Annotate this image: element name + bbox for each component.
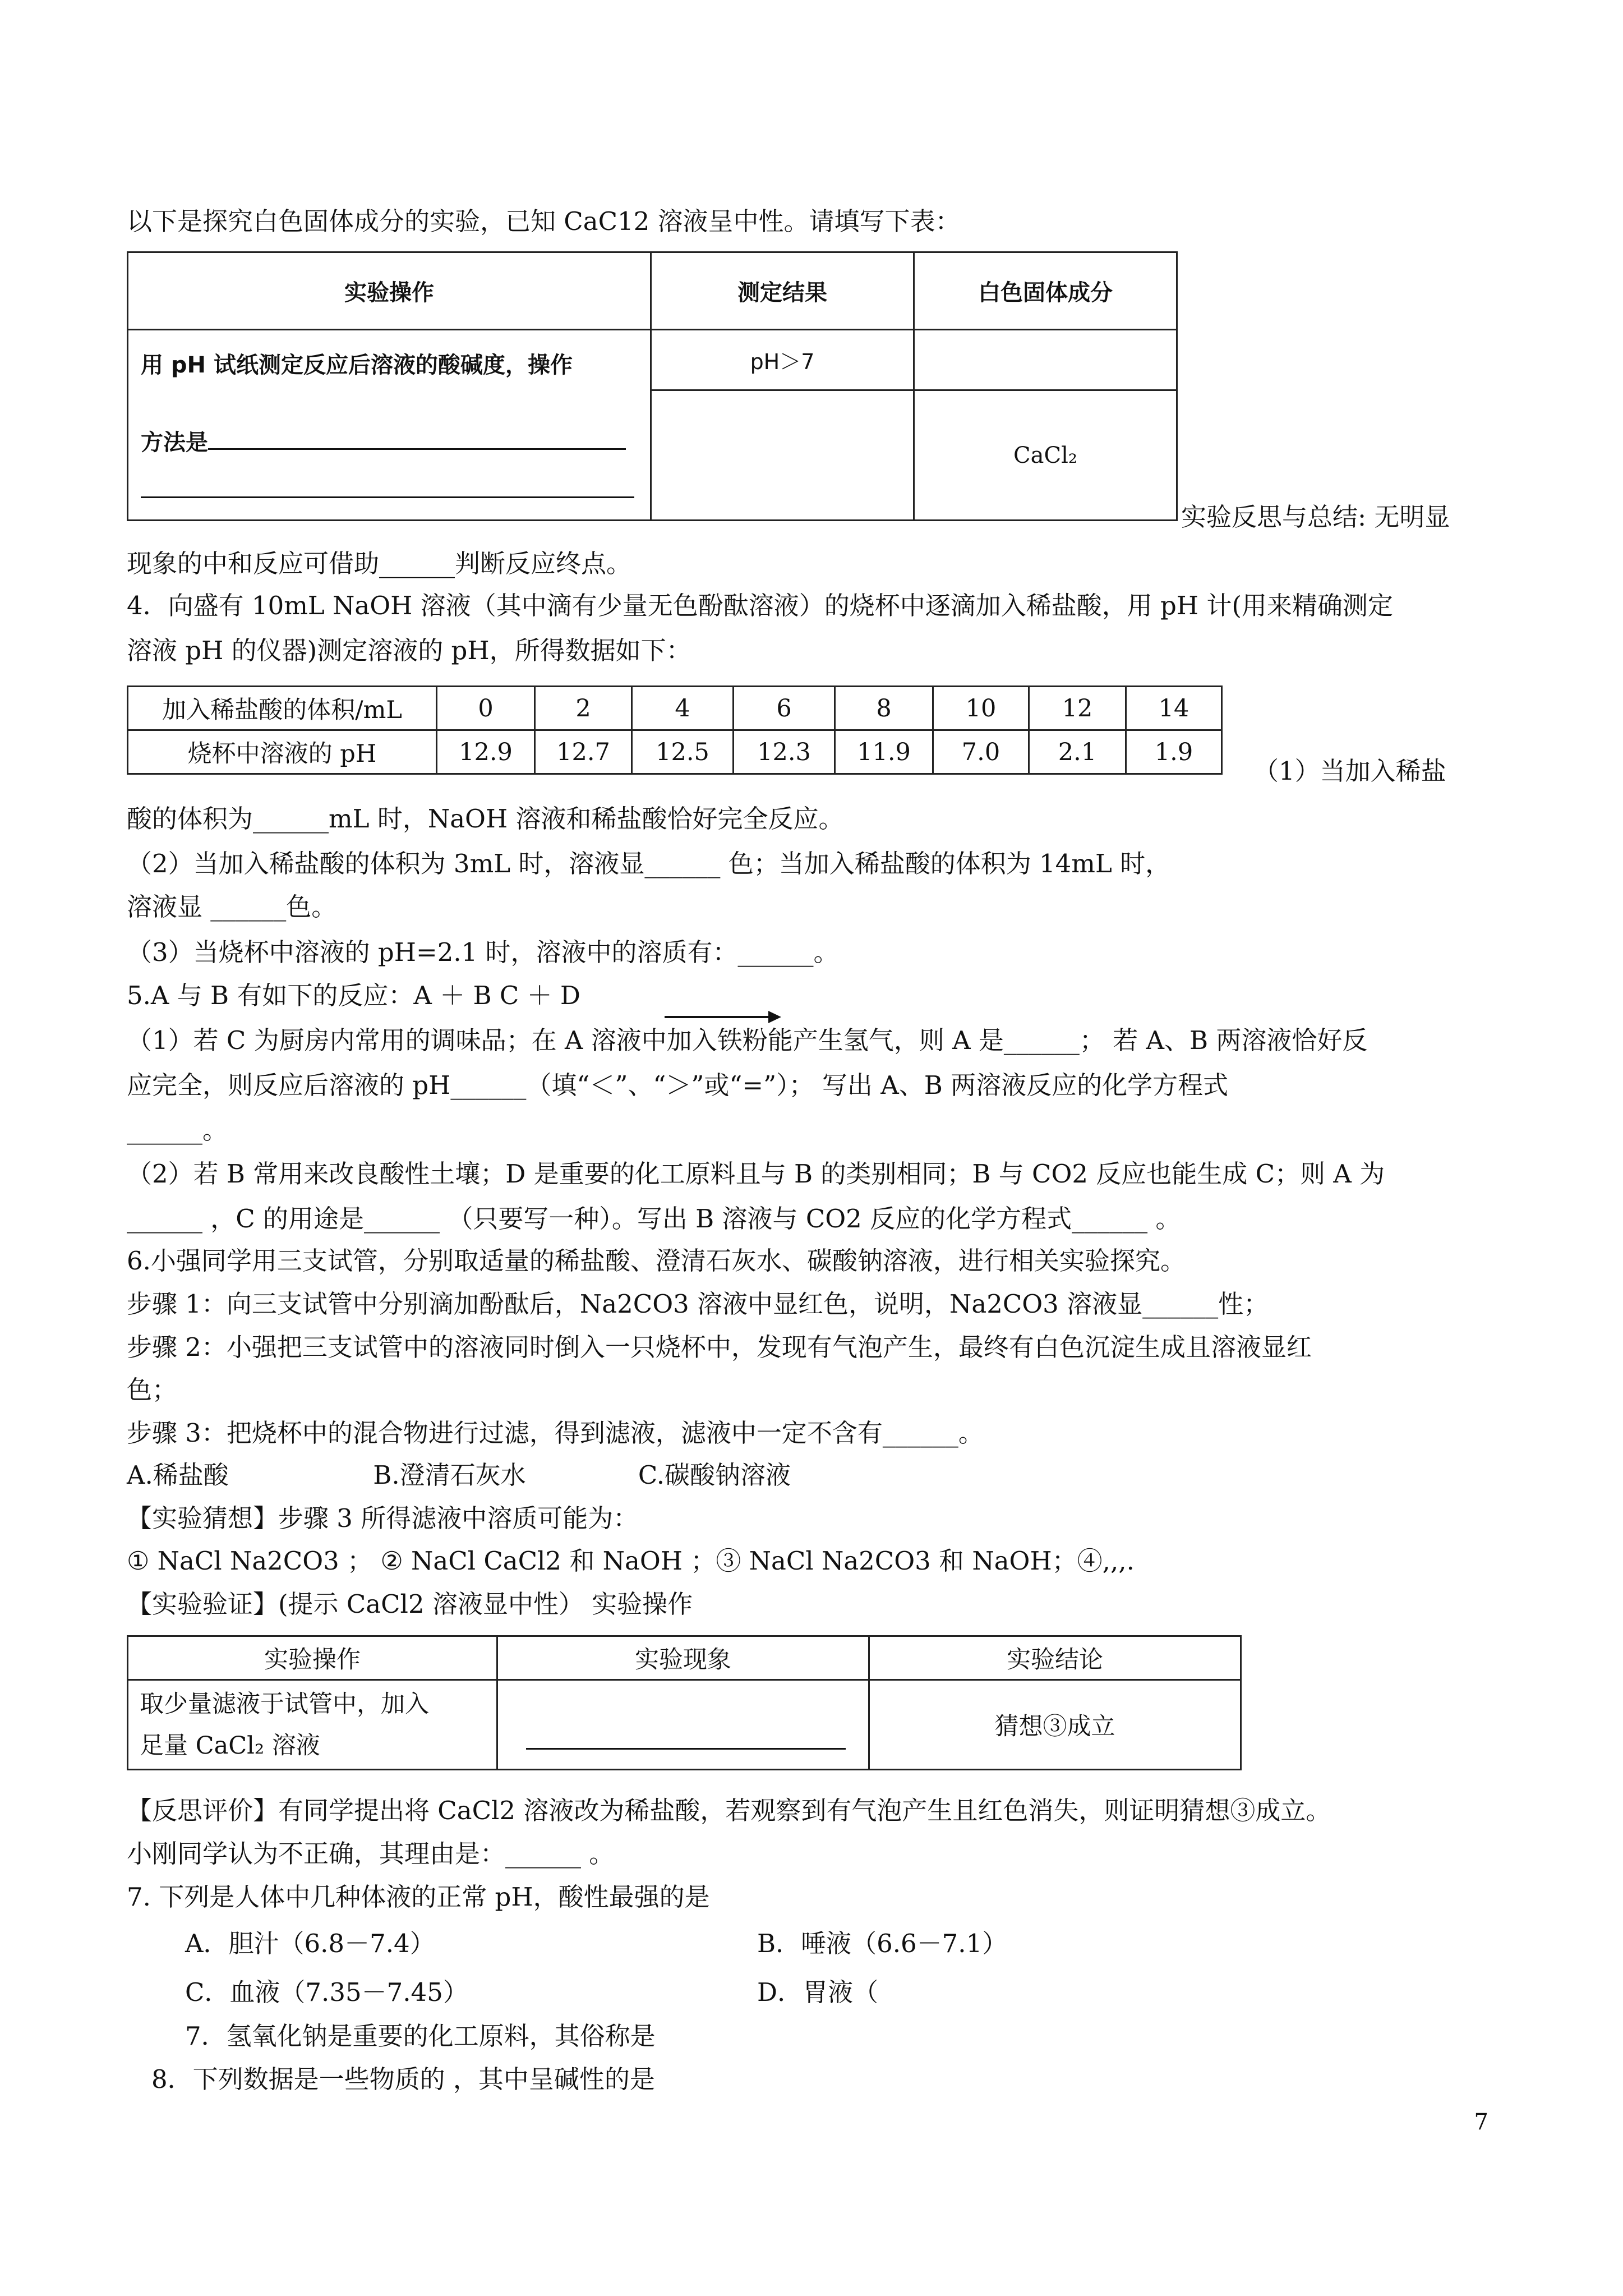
intro-text: 以下是探究白色固体成分的实验，已知 CaC12 溶液呈中性。请填写下表： [127,206,961,236]
operation-blank-1[interactable] [208,426,626,450]
q6-eval-1: 【反思评价】有同学提出将 CaCl2 溶液改为稀盐酸，若观察到有气泡产生且红色消失，则证明猜想③成立。 [127,1796,1331,1825]
ph-cell: 2.1 [1029,730,1126,774]
t3-header-conclusion: 实验结论 [869,1636,1241,1680]
q4-line-1: 4．向盛有 10mL NaOH 溶液（其中滴有少量无色酚酞溶液）的烧杯中逐滴加入稀盐酸，用 pH 计(用来精确测定 [127,591,1393,620]
q4-sub2-b: 溶液显 ______色。 [127,892,337,922]
volume-cell: 4 [632,687,734,730]
table1-solid-1[interactable] [914,330,1177,390]
solid-analysis-table [127,251,1178,521]
volume-cell: 2 [535,687,632,730]
ph-cell: 11.9 [835,730,933,774]
q6-guesses: ① NaCl Na2CO3 ； ② NaCl CaCl2 和 NaOH ；③ NaCl Na2CO3 和 NaOH；④,,,. [127,1546,1135,1576]
t3-operation-line-2: 足量 CaCl₂ 溶液 [140,1731,320,1760]
volume-cell: 12 [1029,687,1126,730]
q6-step-1: 步骤 1：向三支试管中分别滴加酚酞后，Na2CO3 溶液中显红色，说明，Na2CO3 溶液显______性； [127,1289,1269,1319]
ph-cell: 12.9 [437,730,535,774]
ph-cell: 7.0 [933,730,1029,774]
table1-operation-cell [128,330,651,521]
q8-stem: 8．下列数据是一些物质的 ，其中呈碱性的是 [151,2064,655,2094]
q6-verify-title: 【实验验证】(提示 CaCl2 溶液显中性） 实验操作 [127,1589,693,1619]
ph-cell: 12.7 [535,730,632,774]
volume-cell: 10 [933,687,1029,730]
table1-header-operation: 实验操作 [128,252,651,330]
ph-data-table [127,685,1223,775]
q4-line-2: 溶液 pH 的仪器)测定溶液的 pH，所得数据如下： [127,636,691,665]
q5-part2-line-1: （2）若 B 常用来改良酸性土壤；D 是重要的化工原料且与 B 的类别相同；B 与 CO2 反应也能生成 C；则 A 为 [127,1159,1385,1189]
volume-cell: 6 [734,687,835,730]
q5-line-1: 5.A 与 B 有如下的反应：A ＋ B C ＋ D [127,981,581,1010]
t3-operation-cell [128,1680,497,1770]
operation-line-2: 方法是 [141,430,208,455]
t3-header-operation: 实验操作 [128,1636,497,1680]
q6-line-1: 6.小强同学用三支试管，分别取适量的稀盐酸、澄清石灰水、碳酸钠溶液，进行相关实验探究。 [127,1246,1186,1276]
q7-option-a: A．胆汁（6.8－7.4） [185,1929,435,1958]
q6-guess-title: 【实验猜想】步骤 3 所得滤液中溶质可能为： [127,1503,639,1533]
q6-step-3: 步骤 3：把烧杯中的混合物进行过滤，得到滤液，滤液中一定不含有______。 [127,1418,984,1448]
q5-part2-line-2: ______ ，C 的用途是______ （只要写一种）。写出 B 溶液与 CO2 反应的化学方程式______ 。 [127,1204,1181,1234]
phenomenon-blank[interactable] [526,1742,846,1750]
t3-header-phenomenon: 实验现象 [497,1636,869,1680]
q7-option-b: B．唾液（6.6－7.1） [757,1929,1008,1958]
q4-sub3: （3）当烧杯中溶液的 pH=2.1 时，溶液中的溶质有：______。 [127,937,839,967]
q5-part1-line-3: ______。 [127,1115,228,1145]
q4-sub1-b: 酸的体积为______mL 时，NaOH 溶液和稀盐酸恰好完全反应。 [127,804,844,834]
page-number: 7 [1474,2109,1488,2135]
table1-result-2[interactable] [651,390,914,521]
ph-cell: 12.5 [632,730,734,774]
ph-row-label: 烧杯中溶液的 pH [128,730,437,774]
ph-cell: 1.9 [1126,730,1222,774]
q5-part1-line-2: 应完全，则反应后溶液的 pH______（填“＜”、“＞”或“=”）； 写出 A、B 两溶液反应的化学方程式 [127,1070,1229,1100]
operation-blank-2[interactable] [141,491,634,498]
q4-sub2-a: （2）当加入稀盐酸的体积为 3mL 时，溶液显______ 色；当加入稀盐酸的体积为 14mL 时， [127,849,1171,878]
reflection-text-a: 实验反思与总结: 无明显 [1181,502,1450,532]
reflection-text-b: 现象的中和反应可借助______判断反应终点。 [127,549,632,578]
verification-table [127,1635,1242,1770]
table1-solid-2: CaCl₂ [914,390,1177,521]
q6-step-2-a: 步骤 2：小强把三支试管中的溶液同时倒入一只烧杯中，发现有气泡产生，最终有白色沉淀生成且溶液显红 [127,1332,1312,1362]
table1-header-result: 测定结果 [651,252,914,330]
reaction-arrow-icon [665,1009,782,1025]
volume-cell: 8 [835,687,933,730]
t3-phenomenon-cell [497,1680,869,1770]
q4-sub1-a: （1）当加入稀盐 [1253,756,1446,786]
q7-extra: 7．氢氧化钠是重要的化工原料，其俗称是 [185,2021,656,2051]
q6-options: A.稀盐酸 B.澄清石灰水 C.碳酸钠溶液 [127,1460,791,1490]
volume-cell: 14 [1126,687,1222,730]
table1-result-1: pH＞7 [651,330,914,390]
t3-conclusion: 猜想③成立 [869,1680,1241,1770]
table1-header-solid: 白色固体成分 [914,252,1177,330]
q7-option-d: D．胃液（ [757,1977,879,2007]
q6-step-2-b: 色； [127,1375,178,1405]
t3-operation-line-1: 取少量滤液于试管中，加入 [140,1690,429,1718]
volume-cell: 0 [437,687,535,730]
q6-eval-2: 小刚同学认为不正确，其理由是：______ 。 [127,1839,615,1869]
operation-line-1: 用 pH 试纸测定反应后溶液的酸碱度，操作 [141,352,573,378]
q7-stem: 7. 下列是人体中几种体液的正常 pH，酸性最强的是 [127,1882,710,1912]
ph-cell: 12.3 [734,730,835,774]
volume-row-label: 加入稀盐酸的体积/mL [128,687,437,730]
q5-part1-line-1: （1）若 C 为厨房内常用的调味品；在 A 溶液中加入铁粉能产生氢气，则 A 是______； 若 A、B 两溶液恰好反 [127,1025,1368,1055]
q7-option-c: C．血液（7.35－7.45） [185,1977,468,2007]
